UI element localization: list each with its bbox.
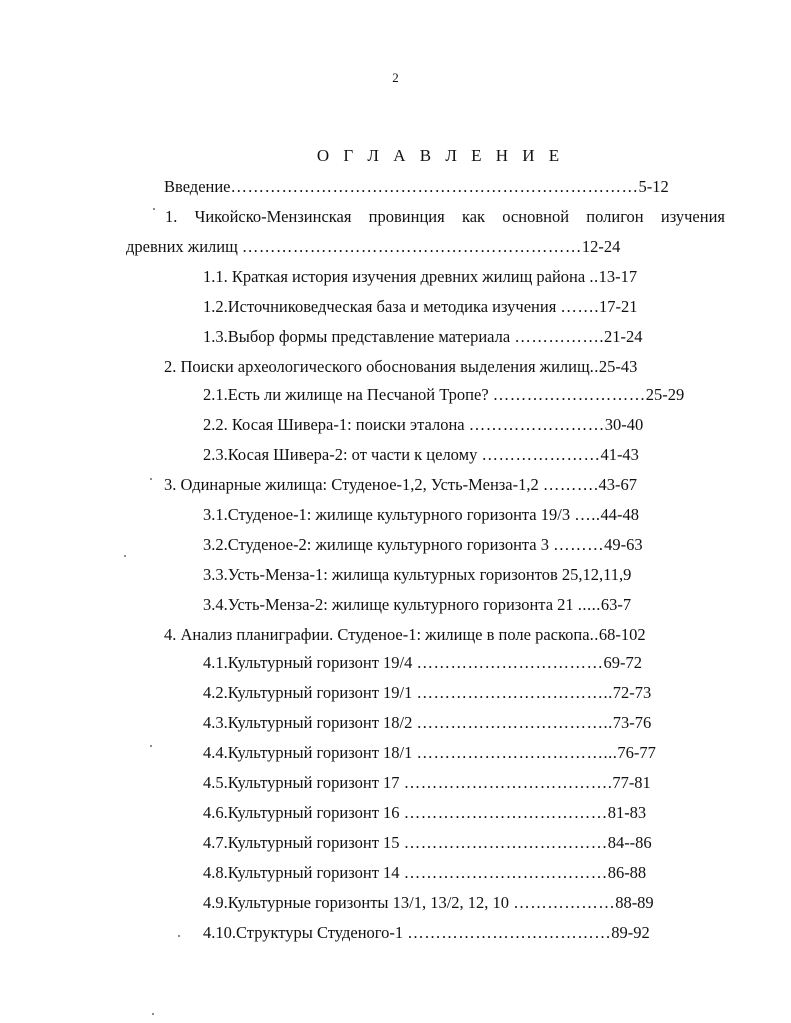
entry-dots: ……………. (514, 327, 604, 346)
entry-text: 1.1. Краткая история изучения древних жилищ района (203, 267, 590, 286)
entry-pages: 21-24 (603, 327, 643, 346)
toc-entry (203, 893, 654, 913)
entry-dots: …………………… (468, 415, 605, 434)
entry-text: 4.9.Культурные горизонты 13/1, 13/2, 12, 10 (203, 893, 514, 912)
toc-entry-intro (164, 177, 669, 197)
scan-speck (178, 935, 180, 937)
entry-text: 2. Поиски археологического обоснования выделения жилищ (164, 357, 590, 376)
entry-pages: 49-63 (604, 535, 643, 554)
entry-text: 3.4.Усть-Менза-2: жилище культурного горизонта 21 (203, 595, 578, 614)
entry-pages: 69-72 (603, 653, 643, 672)
entry-dots: ……… (553, 535, 605, 554)
toc-entry (203, 595, 631, 615)
entry-text: 4.8.Культурный горизонт 14 (203, 863, 404, 882)
entry-dots: …………………………… (416, 653, 604, 672)
entry-dots: ……………………………… (403, 863, 608, 882)
entry-pages: 89-92 (611, 923, 650, 942)
entry-dots: ….. (574, 505, 601, 524)
entry-text: 4.3.Культурный горизонт 18/2 (203, 713, 417, 732)
toc-entry (203, 565, 631, 585)
toc-entry (203, 743, 656, 763)
entry-pages: 73-76 (612, 713, 652, 732)
toc-entry-ch1-line1: 1. Чикойско-Мензинская провинция как основной полигон изучения (165, 207, 725, 226)
toc-entry (203, 535, 643, 555)
entry-pages: 44-48 (600, 505, 639, 524)
entry-pages: 17-21 (599, 297, 638, 316)
toc-entry (203, 863, 646, 883)
entry-text: 4. Анализ планиграфии. Студеное-1: жилище в поле раскопа (164, 625, 590, 644)
entry-dots: ..... (577, 595, 601, 614)
entry-text: 4.2.Культурный горизонт 19/1 (203, 683, 417, 702)
entry-text: 4.1.Культурный горизонт 19/4 (203, 653, 417, 672)
toc-entry (203, 505, 639, 525)
entry-text: 2.3.Косая Шивера-2: от части к целому (203, 445, 482, 464)
entry-pages: 86-88 (607, 863, 647, 882)
entry-dots: ……………………………... (416, 743, 618, 762)
entry-text: 1.3.Выбор формы представление материала (203, 327, 515, 346)
toc-entry (203, 385, 684, 405)
toc-entry (203, 923, 650, 943)
entry-dots: ……………………… (492, 385, 646, 404)
entry-text: 4.7.Культурный горизонт 15 (203, 833, 404, 852)
entry-text: 1.2.Источниковедческая база и методика изучения (203, 297, 561, 316)
entry-pages: 88-89 (615, 893, 654, 912)
entry-pages: 72-73 (612, 683, 652, 702)
scan-speck (124, 555, 126, 557)
entry-text: 2.1.Есть ли жилище на Песчаной Тропе? (203, 385, 493, 404)
entry-pages: 13-17 (598, 267, 638, 286)
toc-entry (203, 833, 652, 853)
entry-dots: ………………… (481, 445, 601, 464)
toc-entry (203, 713, 651, 733)
entry-dots: .. (589, 267, 599, 286)
toc-entry-ch1-line2 (126, 237, 620, 257)
scan-speck (150, 745, 152, 747)
page-number: 2 (392, 70, 399, 85)
entry-text: Введение (164, 177, 231, 196)
entry-dots: …………………………………………………… (241, 237, 582, 256)
entry-dots: …………………………….. (416, 683, 613, 702)
entry-text: древних жилищ (126, 237, 242, 256)
entry-dots: ……………… (513, 893, 616, 912)
entry-dots: ………………………………. (403, 773, 613, 792)
entry-text: 4.5.Культурный горизонт 17 (203, 773, 404, 792)
entry-text: 3.2.Студеное-2: жилище культурного горизонта 3 (203, 535, 554, 554)
entry-dots: ………. (542, 475, 599, 494)
entry-pages: 63-7 (600, 595, 632, 614)
entry-dots: .. (589, 357, 599, 376)
entry-pages: 30-40 (604, 415, 644, 434)
toc-entry (164, 475, 637, 495)
entry-pages: 81-83 (607, 803, 647, 822)
entry-pages: 68-102 (598, 625, 646, 644)
toc-entry (164, 625, 646, 645)
toc-entry (203, 445, 639, 465)
toc-entry (203, 803, 646, 823)
scan-speck (153, 208, 155, 210)
entry-text: 3.3.Усть-Менза-1: жилища культурных горизонтов 25,12,11,9 (203, 565, 632, 584)
entry-text: 4.4.Культурный горизонт 18/1 (203, 743, 417, 762)
entry-pages: 43-67 (598, 475, 637, 494)
toc-entry (203, 297, 638, 317)
entry-dots: ……. (560, 297, 600, 316)
toc-title: О Г Л А В Л Е Н И Е (316, 146, 565, 165)
entry-dots: ……………………………… (403, 833, 608, 852)
entry-dots: .. (589, 625, 599, 644)
entry-pages: 25-43 (598, 357, 638, 376)
toc-entry (203, 773, 651, 793)
toc-entry (203, 415, 643, 435)
entry-pages: 84--86 (607, 833, 652, 852)
entry-text: 2.2. Косая Шивера-1: поиски эталона (203, 415, 469, 434)
entry-pages: 25-29 (645, 385, 685, 404)
entry-dots: …………………………….. (416, 713, 613, 732)
entry-pages: 12-24 (581, 237, 621, 256)
entry-pages: 77-81 (612, 773, 651, 792)
entry-pages: 41-43 (600, 445, 639, 464)
toc-entry (164, 357, 637, 377)
toc-entry (203, 267, 637, 287)
entry-dots: ……………………………… (403, 803, 608, 822)
entry-text: 4.10.Структуры Студеного-1 (203, 923, 408, 942)
entry-pages: 76-77 (617, 743, 656, 762)
toc-entry (203, 683, 651, 703)
scan-speck (152, 1013, 154, 1015)
entry-pages: 5-12 (638, 177, 669, 196)
entry-dots: ……………………………………………………………… (230, 177, 639, 196)
entry-text: 3.1.Студеное-1: жилище культурного горизонта 19/3 (203, 505, 575, 524)
entry-dots: ……………………………… (407, 923, 612, 942)
toc-entry (203, 327, 642, 347)
scan-speck (150, 478, 152, 480)
entry-text: 4.6.Культурный горизонт 16 (203, 803, 404, 822)
entry-text: 3. Одинарные жилища: Студеное-1,2, Усть-Менза-1,2 (164, 475, 543, 494)
toc-entry (203, 653, 642, 673)
